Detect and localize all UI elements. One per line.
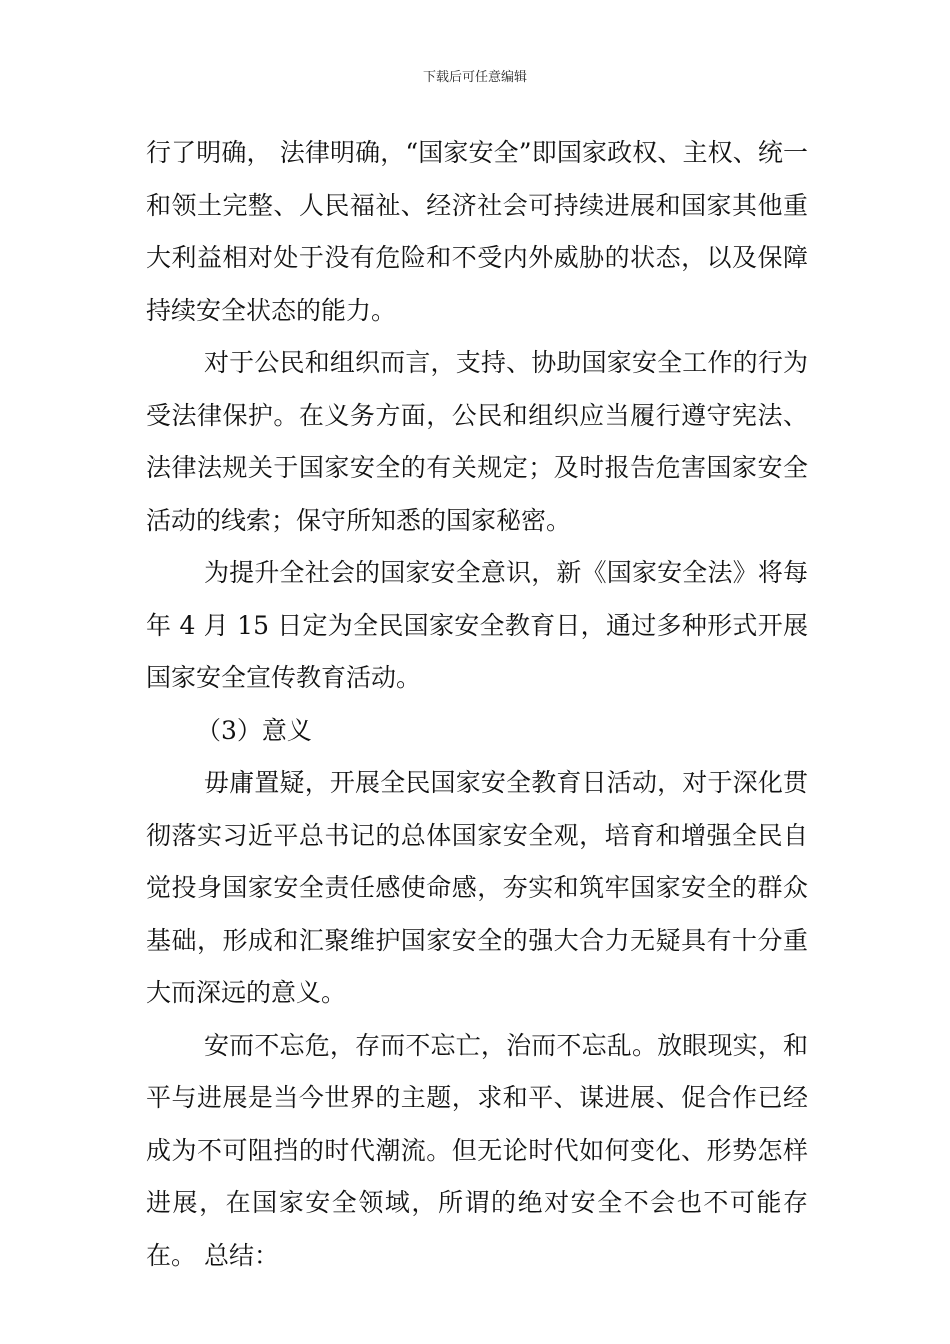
paragraph-continuation: 行了明确， 法律明确，“国家安全”即国家政权、主权、统一和领土完整、人民福祉、经济社会可持续进展和国家其他重大利益相对处于没有危险和不受内外威胁的状态，以及保障持续安全状态的能力。 <box>146 138 808 325</box>
paragraph-significance: 毋庸置疑，开展全民国家安全教育日活动，对于深化贯彻落实习近平总书记的总体国家安全观，培育和增强全民自觉投身国家安全责任感使命感，夯实和筑牢国家安全的群众基础，形成和汇聚维护国家安全的强大合力无疑具有十分重大而深远的意义。 <box>146 768 808 1007</box>
document-body <box>146 127 808 1282</box>
page-header-note: 下载后可任意编辑 <box>422 70 527 85</box>
section-heading-significance: （3）意义 <box>196 715 312 745</box>
paragraph-citizen-obligations: 对于公民和组织而言，支持、协助国家安全工作的行为受法律保护。在义务方面，公民和组织应当履行遵守宪法、法律法规关于国家安全的有关规定；及时报告危害国家安全活动的线索；保守所知悉的国家秘密。 <box>146 348 808 535</box>
paragraph-security-reality: 安而不忘危，存而不忘亡，治而不忘乱。放眼现实，和平与进展是当今世界的主题，求和平、谋进展、促合作已经成为不可阻挡的时代潮流。但无论时代如何变化、形势怎样进展，在国家安全领域，所谓的绝对安全不会也不可能存在。 总结： <box>146 1030 808 1270</box>
paragraph-education-day: 为提升全社会的国家安全意识，新《国家安全法》将每年 4 月 15 日定为全民国家安全教育日，通过多种形式开展国家安全宣传教育活动。 <box>146 558 808 692</box>
